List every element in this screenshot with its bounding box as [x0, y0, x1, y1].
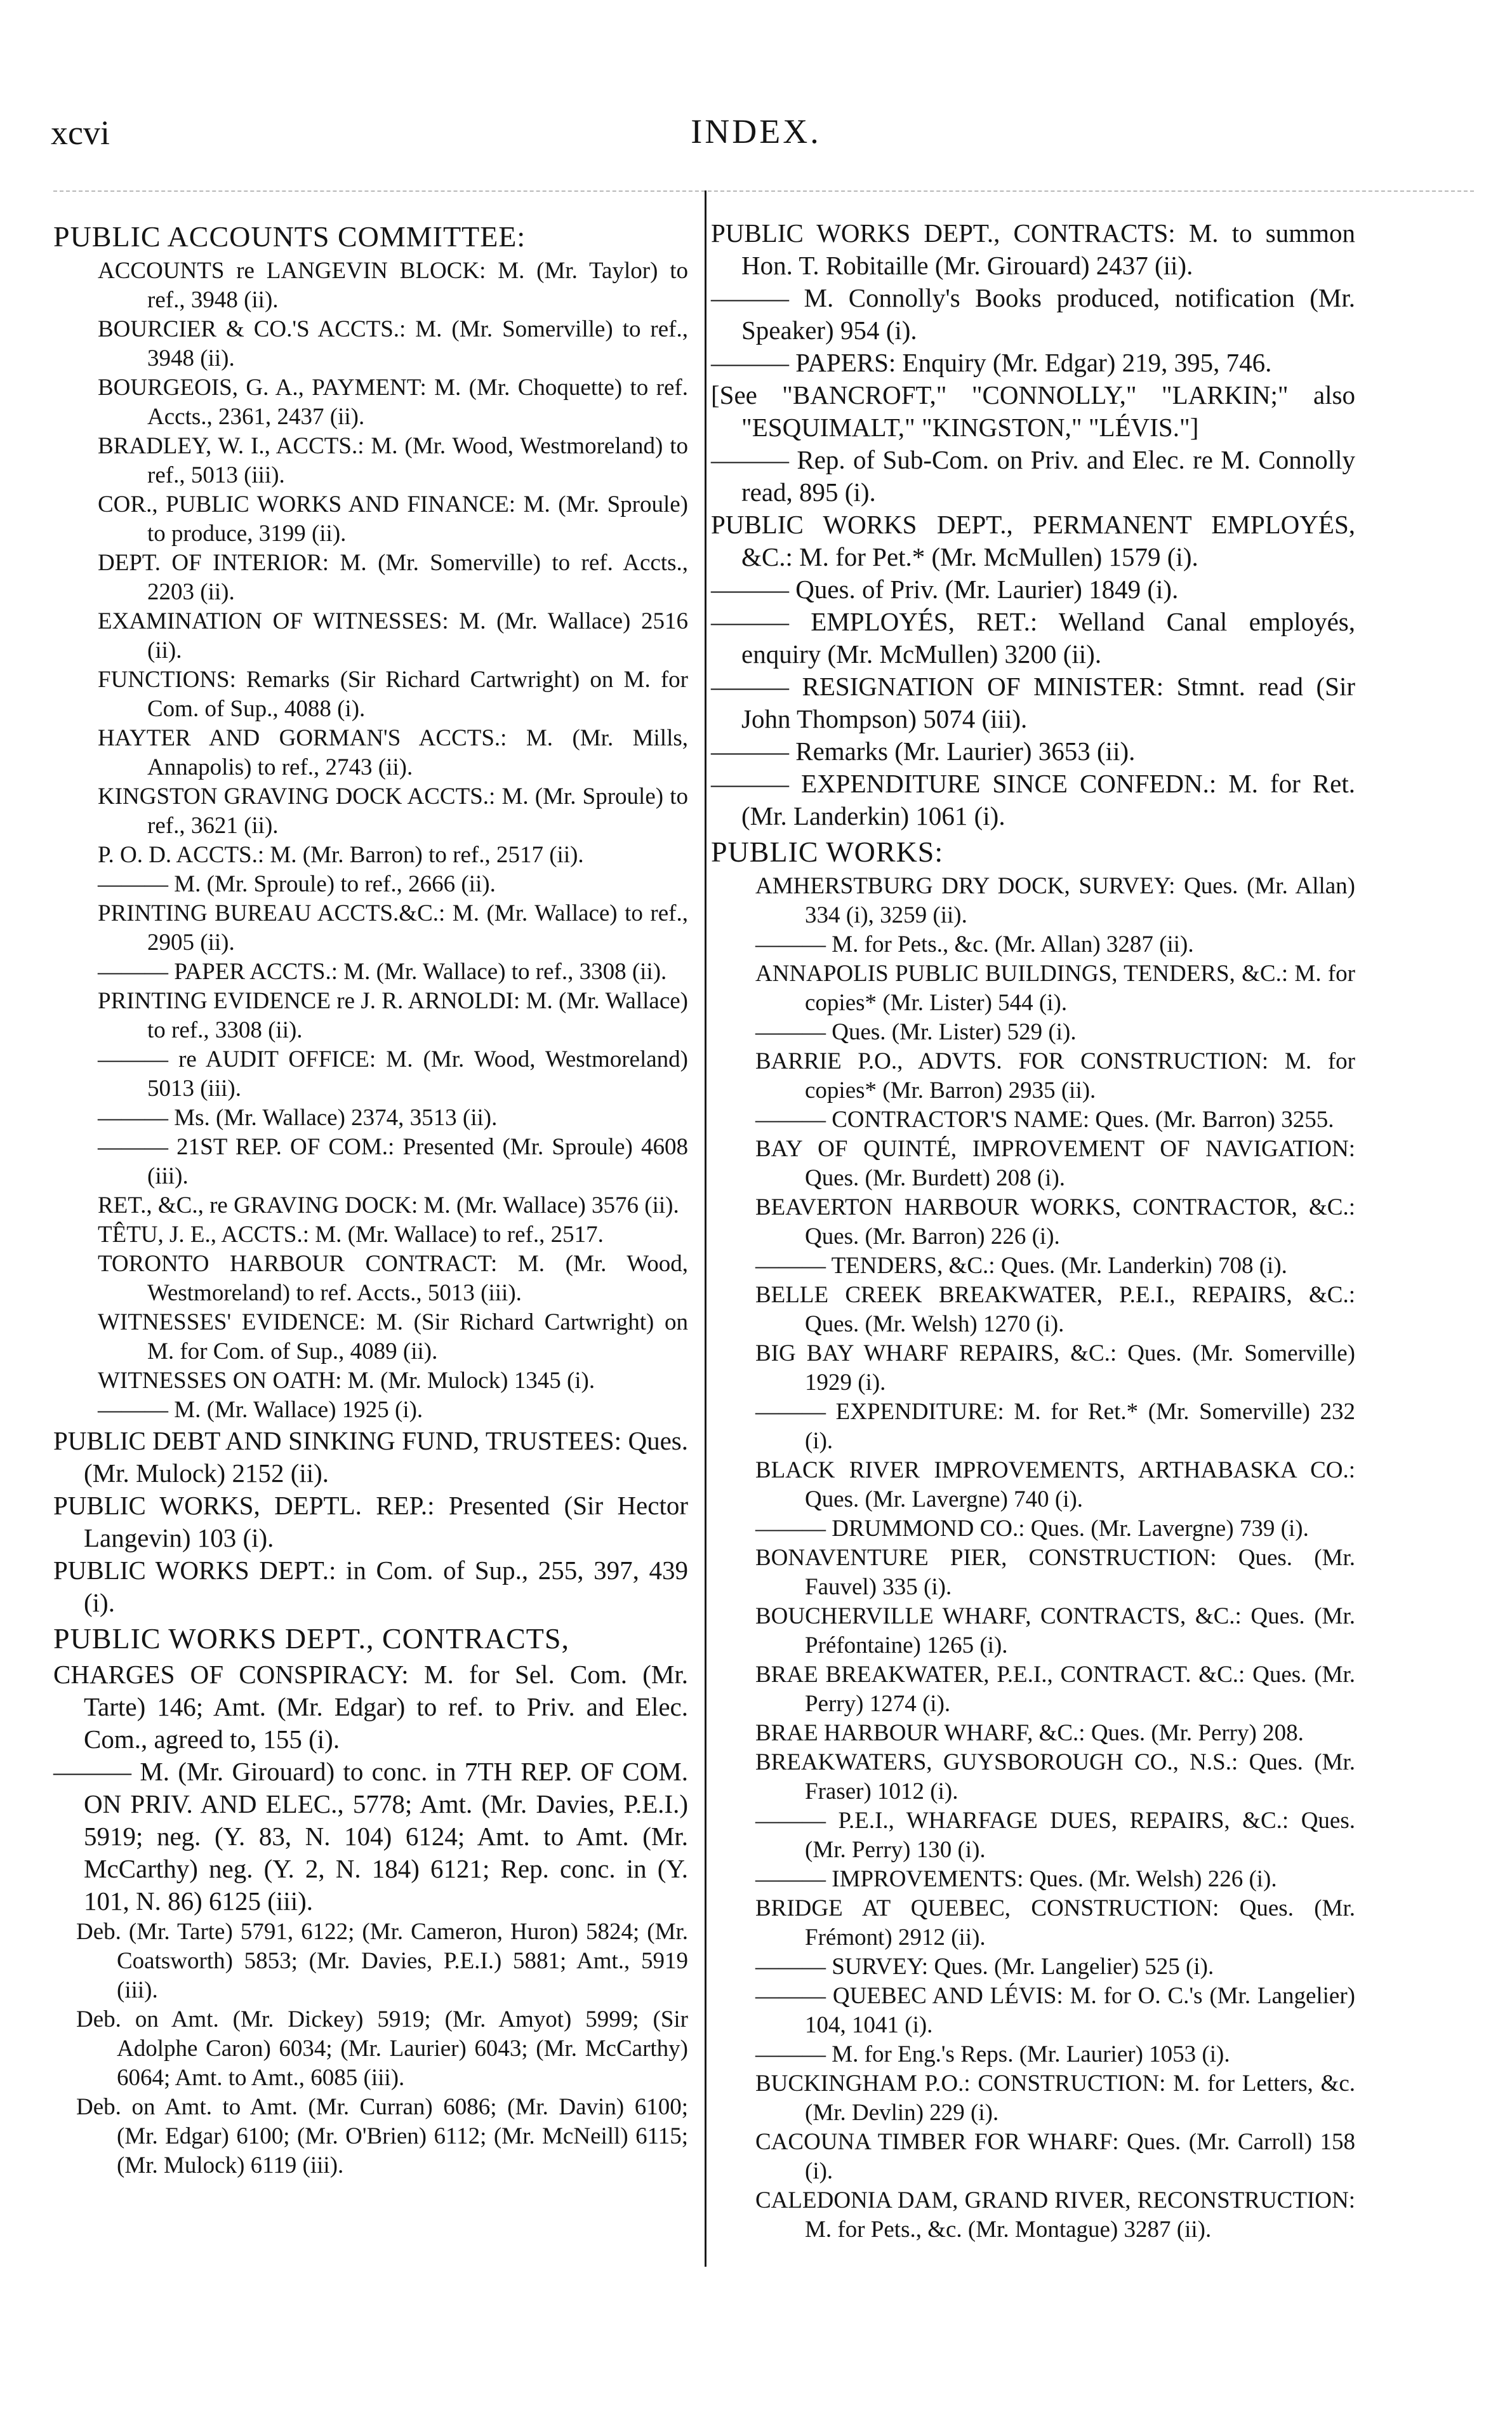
index-entry: WITNESSES ON OATH: M. (Mr. Mulock) 1345 (i).: [98, 1368, 595, 1394]
index-entry: ——— EMPLOYÉS, RET.: Welland Canal employés, enquiry (Mr. McMullen) 3200 (ii).: [711, 607, 1355, 669]
index-entry: CHARGES OF CONSPIRACY: M. for Sel. Com. (Mr. Tarte) 146; Amt. (Mr. Edgar) to ref. to Priv. and Elec. Com., agreed to, 155 (i).: [53, 1660, 688, 1754]
index-entry: BELLE CREEK BREAKWATER, P.E.I., REPAIRS, &C.: Ques. (Mr. Welsh) 1270 (i).: [755, 1282, 1355, 1337]
index-entry: ——— TENDERS, &C.: Ques. (Mr. Landerkin) 708 (i).: [755, 1253, 1287, 1279]
index-entry: BOURCIER & CO.'S ACCTS.: M. (Mr. Somerville) to ref., 3948 (ii).: [98, 316, 688, 371]
index-entry: CALEDONIA DAM, GRAND RIVER, RECONSTRUCTION: M. for Pets., &c. (Mr. Montague) 3287 (ii).: [755, 2187, 1355, 2243]
index-entry: PUBLIC WORKS DEPT., CONTRACTS: M. to summon Hon. T. Robitaille (Mr. Girouard) 2437 (ii).: [711, 218, 1355, 280]
index-entry: BONAVENTURE PIER, CONSTRUCTION: Ques. (Mr. Fauvel) 335 (i).: [755, 1545, 1355, 1600]
right-column: [711, 217, 1355, 2245]
index-entry: CACOUNA TIMBER FOR WHARF: Ques. (Mr. Carroll) 158 (i).: [755, 2129, 1355, 2184]
left-column: [53, 217, 688, 2180]
index-entry: BLACK RIVER IMPROVEMENTS, ARTHABASKA CO.: Ques. (Mr. Lavergne) 740 (i).: [755, 1457, 1355, 1512]
index-entry: ANNAPOLIS PUBLIC BUILDINGS, TENDERS, &C.: M. for copies* (Mr. Lister) 544 (i).: [755, 961, 1355, 1016]
index-entry: FUNCTIONS: Remarks (Sir Richard Cartwright) on M. for Com. of Sup., 4088 (i).: [98, 667, 688, 722]
index-entry: COR., PUBLIC WORKS AND FINANCE: M. (Mr. Sproule) to produce, 3199 (ii).: [98, 491, 688, 547]
index-entry: BRIDGE AT QUEBEC, CONSTRUCTION: Ques. (Mr. Frémont) 2912 (ii).: [755, 1895, 1355, 1951]
index-entry: KINGSTON GRAVING DOCK ACCTS.: M. (Mr. Sproule) to ref., 3621 (ii).: [98, 784, 688, 839]
index-entry: Deb. on Amt. (Mr. Dickey) 5919; (Mr. Amyot) 5999; (Sir Adolphe Caron) 6034; (Mr. Laurier) 6043; (Mr. McCarthy) 6064; Amt. to Amt., 6085 (iii).: [76, 2006, 688, 2091]
index-entry: ——— M. (Mr. Girouard) to conc. in 7TH REP. OF COM. ON PRIV. AND ELEC., 5778; Amt. (Mr. Davies, P.E.I.) 5919; neg. (Y. 83, N. 104) 6124; Amt. to Amt. (Mr. McCarthy) neg. (Y. 2, N. 184) 6121; Rep. conc. in (Y. 101, N. 86) 6125 (iii).: [53, 1757, 688, 1916]
index-entry: ——— PAPERS: Enquiry (Mr. Edgar) 219, 395, 746.: [711, 348, 1272, 377]
index-entry: BIG BAY WHARF REPAIRS, &C.: Ques. (Mr. Somerville) 1929 (i).: [755, 1340, 1355, 1396]
index-entry: AMHERSTBURG DRY DOCK, SURVEY: Ques. (Mr. Allan) 334 (i), 3259 (ii).: [755, 873, 1355, 928]
section-heading: PUBLIC ACCOUNTS COMMITTEE:: [53, 220, 526, 253]
index-entry: Deb. on Amt. to Amt. (Mr. Curran) 6086; (Mr. Davin) 6100; (Mr. Edgar) 6100; (Mr. O'Brien) 6112; (Mr. McNeill) 6115; (Mr. Mulock) 6119 (iii).: [76, 2094, 688, 2178]
column-divider: [705, 190, 706, 2267]
index-entry: BRAE HARBOUR WHARF, &C.: Ques. (Mr. Perry) 208.: [755, 1720, 1304, 1746]
index-entry: PUBLIC WORKS DEPT., PERMANENT EMPLOYÉS, &C.: M. for Pet.* (Mr. McMullen) 1579 (i).: [711, 510, 1355, 571]
index-entry: ——— PAPER ACCTS.: M. (Mr. Wallace) to ref., 3308 (ii).: [98, 959, 667, 985]
page-number: xcvi: [51, 114, 110, 152]
index-entry: Deb. (Mr. Tarte) 5791, 6122; (Mr. Cameron, Huron) 5824; (Mr. Coatsworth) 5853; (Mr. Davies, P.E.I.) 5881; Amt., 5919 (iii).: [76, 1919, 688, 2003]
index-entry: TÊTU, J. E., ACCTS.: M. (Mr. Wallace) to ref., 2517.: [98, 1222, 604, 1248]
index-entry: P. O. D. ACCTS.: M. (Mr. Barron) to ref., 2517 (ii).: [98, 842, 584, 868]
index-entry: RET., &C., re GRAVING DOCK: M. (Mr. Wallace) 3576 (ii).: [98, 1192, 679, 1218]
index-entry: ——— SURVEY: Ques. (Mr. Langelier) 525 (i).: [755, 1954, 1214, 1980]
index-entry: BREAKWATERS, GUYSBOROUGH CO., N.S.: Ques. (Mr. Fraser) 1012 (i).: [755, 1749, 1355, 1804]
index-entry: BARRIE P.O., ADVTS. FOR CONSTRUCTION: M. for copies* (Mr. Barron) 2935 (ii).: [755, 1048, 1355, 1104]
index-entry: ——— Remarks (Mr. Laurier) 3653 (ii).: [711, 737, 1136, 766]
index-entry: ——— CONTRACTOR'S NAME: Ques. (Mr. Barron) 3255.: [755, 1107, 1334, 1133]
index-entry: ——— M. Connolly's Books produced, notification (Mr. Speaker) 954 (i).: [711, 283, 1355, 345]
page-title: INDEX.: [691, 112, 821, 150]
index-entry: BOUCHERVILLE WHARF, CONTRACTS, &C.: Ques. (Mr. Préfontaine) 1265 (i).: [755, 1603, 1355, 1658]
index-entry: BEAVERTON HARBOUR WORKS, CONTRACTOR, &C.: Ques. (Mr. Barron) 226 (i).: [755, 1194, 1355, 1250]
index-entry: BUCKINGHAM P.O.: CONSTRUCTION: M. for Letters, &c. (Mr. Devlin) 229 (i).: [755, 2071, 1355, 2126]
index-entry: ——— EXPENDITURE SINCE CONFEDN.: M. for Ret. (Mr. Landerkin) 1061 (i).: [711, 769, 1355, 830]
index-entry: PUBLIC WORKS DEPT.: in Com. of Sup., 255, 397, 439 (i).: [53, 1556, 688, 1617]
index-entry: ——— Rep. of Sub-Com. on Priv. and Elec. re M. Connolly read, 895 (i).: [711, 445, 1355, 507]
index-entry: ——— IMPROVEMENTS: Ques. (Mr. Welsh) 226 (i).: [755, 1866, 1277, 1892]
index-entry: ——— M. (Mr. Wallace) 1925 (i).: [98, 1397, 423, 1423]
index-entry: PUBLIC WORKS, DEPTL. REP.: Presented (Sir Hector Langevin) 103 (i).: [53, 1491, 688, 1552]
index-entry: ——— 21ST REP. OF COM.: Presented (Mr. Sproule) 4608 (iii).: [98, 1134, 688, 1189]
header-rule: [53, 190, 1474, 192]
index-entry: PUBLIC DEBT AND SINKING FUND, TRUSTEES: Ques. (Mr. Mulock) 2152 (ii).: [53, 1426, 688, 1488]
index-entry: EXAMINATION OF WITNESSES: M. (Mr. Wallace) 2516 (ii).: [98, 608, 688, 664]
index-entry: PRINTING EVIDENCE re J. R. ARNOLDI: M. (Mr. Wallace) to ref., 3308 (ii).: [98, 988, 688, 1043]
index-entry: ——— EXPENDITURE: M. for Ret.* (Mr. Somerville) 232 (i).: [755, 1399, 1355, 1454]
index-entry: ACCOUNTS re LANGEVIN BLOCK: M. (Mr. Taylor) to ref., 3948 (ii).: [98, 258, 688, 313]
index-entry: ——— RESIGNATION OF MINISTER: Stmnt. read (Sir John Thompson) 5074 (iii).: [711, 672, 1355, 733]
index-entry: HAYTER AND GORMAN'S ACCTS.: M. (Mr. Mills, Annapolis) to ref., 2743 (ii).: [98, 725, 688, 780]
section-heading: PUBLIC WORKS DEPT., CONTRACTS,: [53, 1622, 569, 1655]
index-entry: TORONTO HARBOUR CONTRACT: M. (Mr. Wood, Westmoreland) to ref. Accts., 5013 (iii).: [98, 1251, 688, 1306]
index-entry: ——— DRUMMOND CO.: Ques. (Mr. Lavergne) 739 (i).: [755, 1516, 1309, 1542]
index-entry: ——— Ms. (Mr. Wallace) 2374, 3513 (ii).: [98, 1105, 498, 1131]
index-entry: ——— M. for Eng.'s Reps. (Mr. Laurier) 1053 (i).: [755, 2041, 1230, 2067]
index-entry: PRINTING BUREAU ACCTS.&C.: M. (Mr. Wallace) to ref., 2905 (ii).: [98, 900, 688, 956]
index-entry: WITNESSES' EVIDENCE: M. (Sir Richard Cartwright) on M. for Com. of Sup., 4089 (ii).: [98, 1309, 688, 1364]
index-entry: ——— M. for Pets., &c. (Mr. Allan) 3287 (ii).: [755, 931, 1194, 957]
index-entry: BRADLEY, W. I., ACCTS.: M. (Mr. Wood, Westmoreland) to ref., 5013 (iii).: [98, 433, 688, 488]
index-entry: DEPT. OF INTERIOR: M. (Mr. Somerville) to ref. Accts., 2203 (ii).: [98, 550, 688, 605]
index-entry: [See "BANCROFT," "CONNOLLY," "LARKIN;" also "ESQUIMALT," "KINGSTON," "LÉVIS."]: [711, 380, 1355, 442]
index-entry: ——— QUEBEC AND LÉVIS: M. for O. C.'s (Mr. Langelier) 104, 1041 (i).: [755, 1983, 1355, 2038]
section-heading: PUBLIC WORKS:: [711, 836, 944, 868]
index-entry: ——— Ques. (Mr. Lister) 529 (i).: [755, 1019, 1077, 1045]
index-entry: BRAE BREAKWATER, P.E.I., CONTRACT. &C.: Ques. (Mr. Perry) 1274 (i).: [755, 1662, 1355, 1717]
index-entry: ——— M. (Mr. Sproule) to ref., 2666 (ii).: [98, 871, 496, 897]
index-entry: BOURGEOIS, G. A., PAYMENT: M. (Mr. Choquette) to ref. Accts., 2361, 2437 (ii).: [98, 375, 688, 430]
index-entry: ——— Ques. of Priv. (Mr. Laurier) 1849 (i).: [711, 575, 1179, 604]
index-entry: ——— P.E.I., WHARFAGE DUES, REPAIRS, &C.: Ques. (Mr. Perry) 130 (i).: [755, 1808, 1355, 1863]
index-entry: ——— re AUDIT OFFICE: M. (Mr. Wood, Westmoreland) 5013 (iii).: [98, 1046, 688, 1102]
index-entry: BAY OF QUINTÉ, IMPROVEMENT OF NAVIGATION: Ques. (Mr. Burdett) 208 (i).: [755, 1136, 1355, 1191]
